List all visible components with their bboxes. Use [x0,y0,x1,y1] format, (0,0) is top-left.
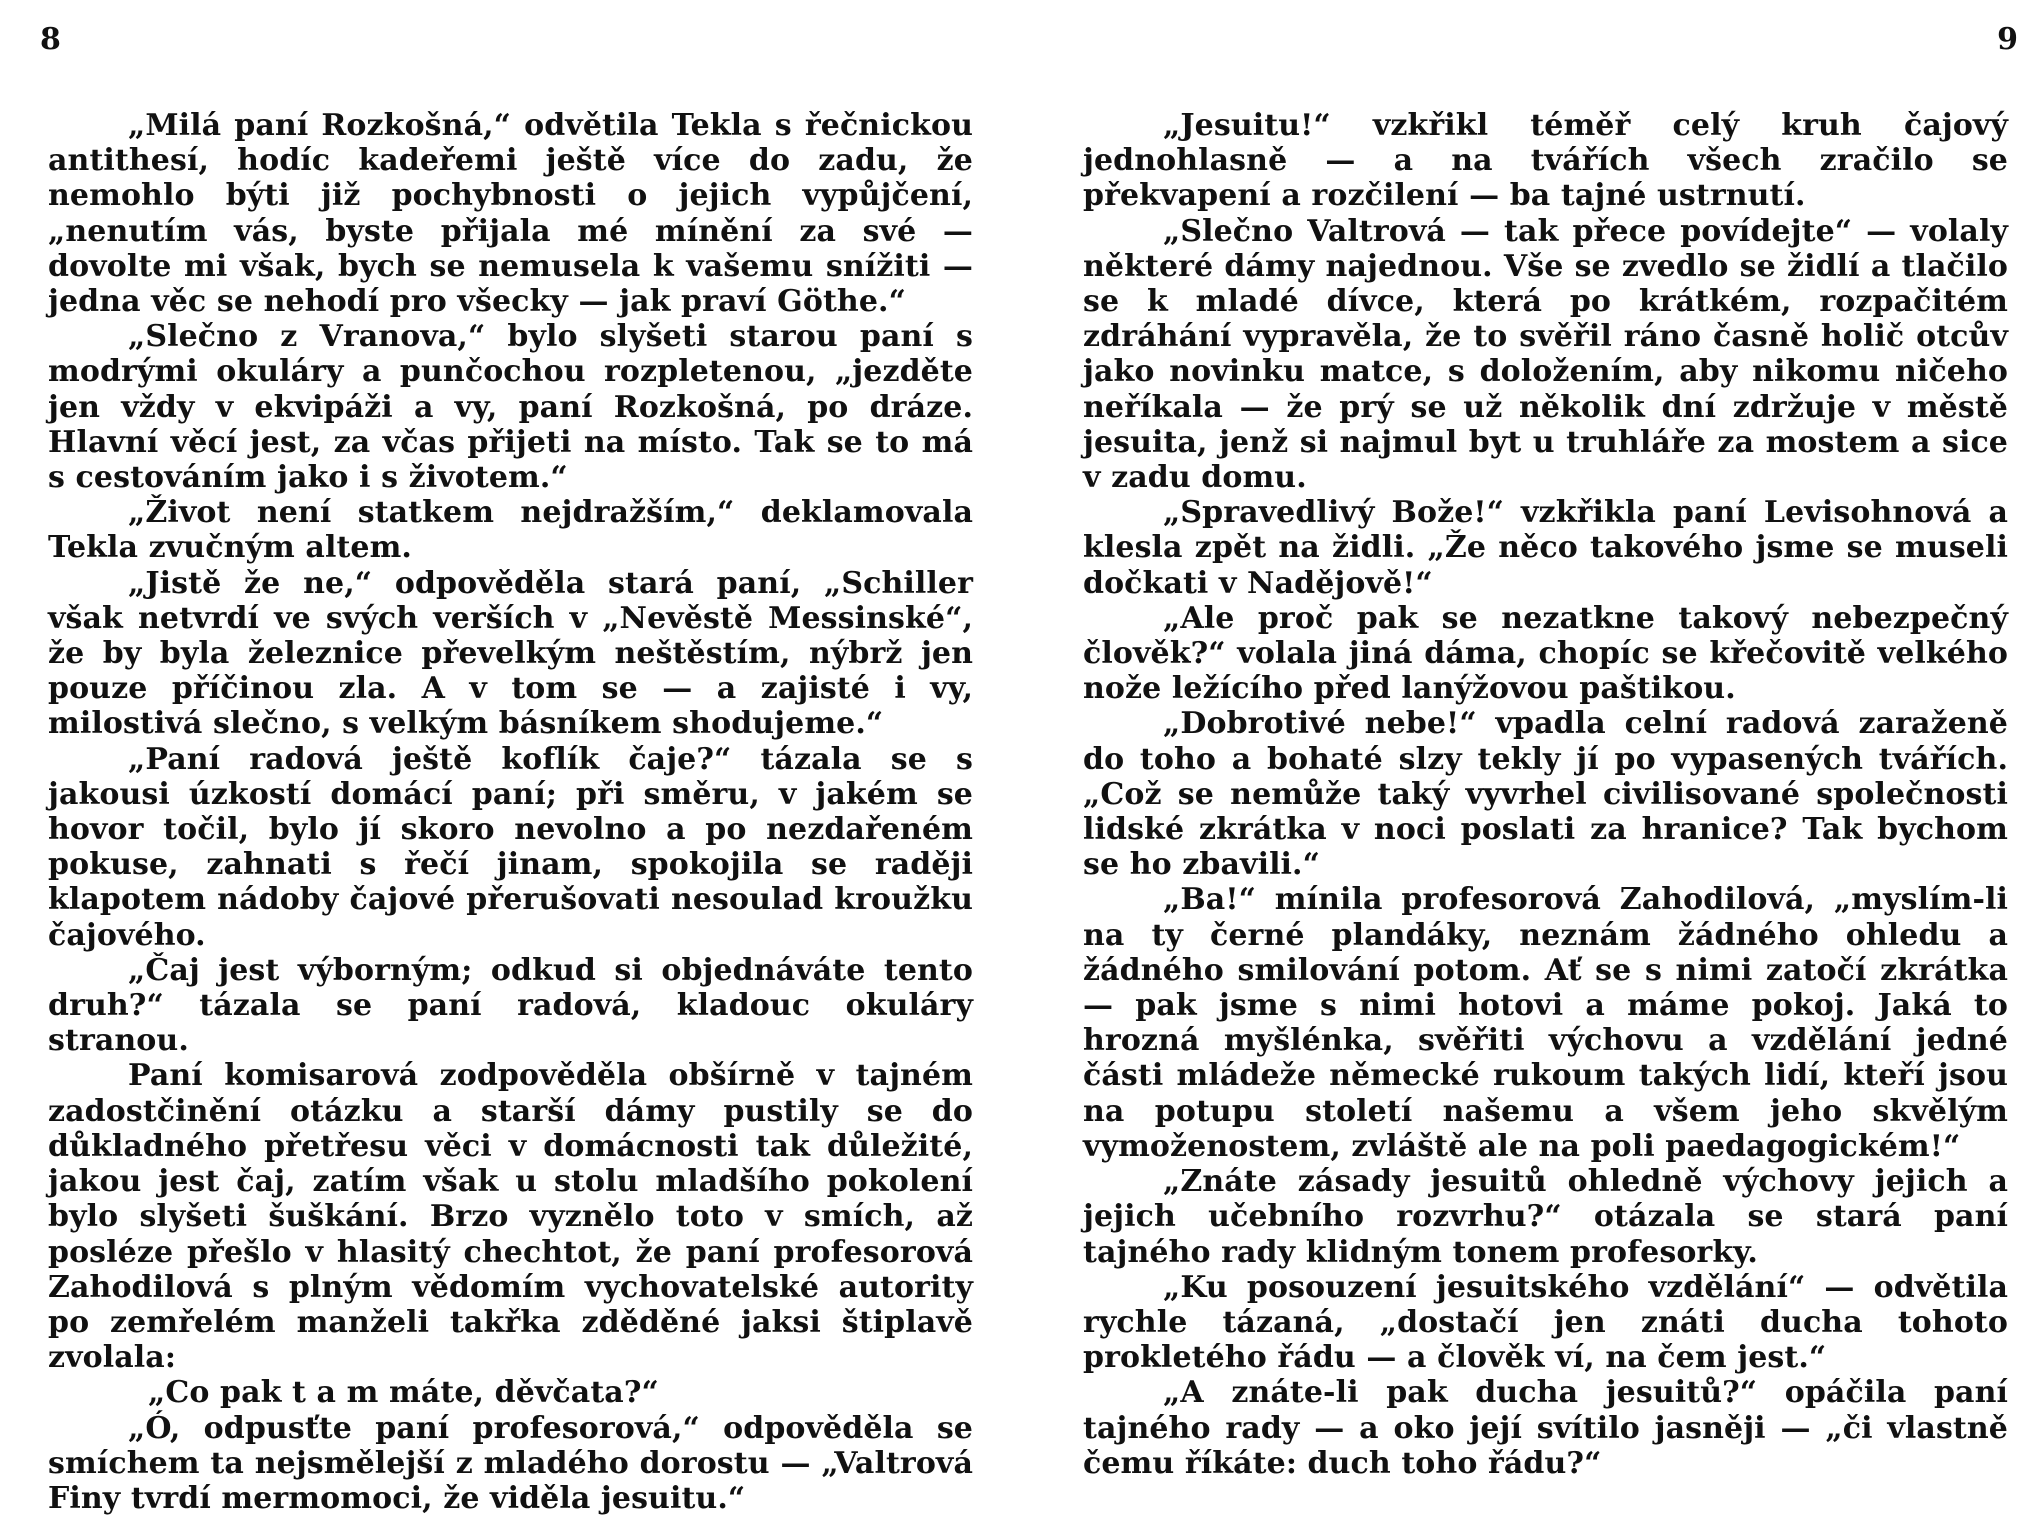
paragraph: „Znáte zásady jesuitů ohledně výchovy jejich a jejich učebního rozvrhu?“ otázala se stará paní tajného rady klidným tonem profesorky. [1083,1164,2008,1270]
paragraph: „Dobrotivé nebe!“ vpadla celní radová zaraženě do toho a bohaté slzy tekly jí po vypasených tvářích. „Což se nemůže taký vyvrhel civilisované společnosti lidské zkrátka v noci poslati za hranice? Tak bychom se ho zbavili.“ [1083,706,2008,883]
paragraph: „Ku posouzení jesuitského vzdělání“ — odvětila rychle tázaná, „dostačí jen znáti ducha tohoto prokletého řádu — a člověk ví, na čem jest.“ [1083,1269,2008,1376]
paragraph: „Jesuitu!“ vzkřikl téměř celý kruh čajový jednohlasně — a na tvářích všech zračilo se překvapení a rozčilení — ba tajné ustrnutí. [1083,108,2008,214]
page-number-right: 9 [1997,22,2018,57]
paragraph: Paní komisarová zodpověděla obšírně v tajném zadostčinění otázku a starší dámy pustily se do důkladného přetřesu věci v domácnosti tak důležité, jakou jest čaj, zatím však u stolu mladšího pokolení bylo slyšeti šuškání. Brzo vyznělo toto v smích, až posléze přešlo v hlasitý chechtot, že paní profesorová Zahodilová s plným vědomím vychovatelské autority po zemřelém manželi takřka zděděné jaksi štiplavě zvolala: [48,1058,973,1376]
paragraph: „Život není statkem nejdražším,“ deklamovala Tekla zvučným altem. [48,495,973,566]
paragraph: „Čaj jest výborným; odkud si objednáváte tento druh?“ tázala se paní radová, kladouc okuláry stranou. [48,952,973,1059]
paragraph: „Jistě že ne,“ odpověděla stará paní, „Schiller však netvrdí ve svých verších v „Nevěstě Messinské“, že by byla železnice převelkým neštěstím, nýbrž jen pouze příčinou zla. A v tom se — a zajisté i vy, milostivá slečno, s velkým básníkem shodujeme.“ [48,565,973,742]
paragraph: „Ba!“ mínila profesorová Zahodilová, „myslím-li na ty černé plandáky, neznám žádného ohledu a žádného smilování potom. Ať se s nimi zatočí zkrátka — pak jsme s nimi hotovi a máme pokoj. Jaká to hrozná myšlénka, svěřiti výchovu a vzdělání jedné části mládeže německé rukoum takých lidí, kteří jsou na potupu století našemu a všem jeho skvělým vymoženostem, zvláště ale na poli paedagogickém!“ [1083,882,2008,1164]
paragraph: „Paní radová ještě koflík čaje?“ tázala se s jakousi úzkostí domácí paní; při směru, v jakém se hovor točil, bylo jí skoro nevolno a po nezdařeném pokuse, zahnati s řečí jinam, spokojila se raději klapotem nádoby čajové přerušovati nesoulad kroužku čajového. [48,741,973,953]
paragraph: „Milá paní Rozkošná,“ odvětila Tekla s řečnickou antithesí, hodíc kadeřemi ještě více do zadu, že nemohlo býti již pochybnosti o jejich vypůjčení, „nenutím vás, byste přijala mé mínění za své — dovolte mi však, bych se nemusela k vašemu snížiti — jedna věc se nehodí pro všecky — jak praví Göthe.“ [48,108,973,320]
paragraph: „Spravedlivý Bože!“ vzkřikla paní Levisohnová a klesla zpět na židli. „Že něco takového jsme se museli dočkati v Nadějově!“ [1083,495,2008,601]
left-text-column [48,108,973,1516]
paragraph: „Slečno Valtrová — tak přece povídejte“ — volaly některé dámy najednou. Vše se zvedlo se židlí a tlačilo se k mladé dívce, která po krátkém, rozpačitém zdráhání vypravěla, že to svěřil ráno časně holič otcův jako novinku matce, s doložením, aby nikomu ničeho neříkala — že prý se už několik dní zdržuje v městě jesuita, jenž si najmul byt u truhláře za mostem a sice v zadu domu. [1083,213,2008,496]
right-text-column [1083,108,2008,1481]
paragraph: „A znáte-li pak ducha jesuitů?“ opáčila paní tajného rady — a oko její svítilo jasněji — „či vlastně čemu říkáte: duch toho řádu?“ [1083,1375,2008,1481]
page-number-left: 8 [40,22,61,57]
right-page [1015,0,2030,1500]
paragraph: „Slečno z Vranova,“ bylo slyšeti starou paní s modrými okuláry a punčochou rozpletenou, „jezděte jen vždy v ekvipáži a vy, paní Rozkošná, po dráze. Hlavní věcí jest, za včas přijeti na místo. Tak se to má s cestováním jako i s životem.“ [48,319,973,496]
paragraph: „Ó, odpusťte paní profesorová,“ odpověděla se smíchem ta nejsmělejší z mladého dorostu — „Valtrová Finy tvrdí mermomoci, že viděla jesuitu.“ [48,1410,973,1516]
paragraph: „Co pak t a m máte, děvčata?“ [148,1375,659,1411]
paragraph: „Ale proč pak se nezatkne takový nebezpečný člověk?“ volala jiná dáma, chopíc se křečovitě velkého nože ležícího před lanýžovou paštikou. [1083,600,2008,707]
